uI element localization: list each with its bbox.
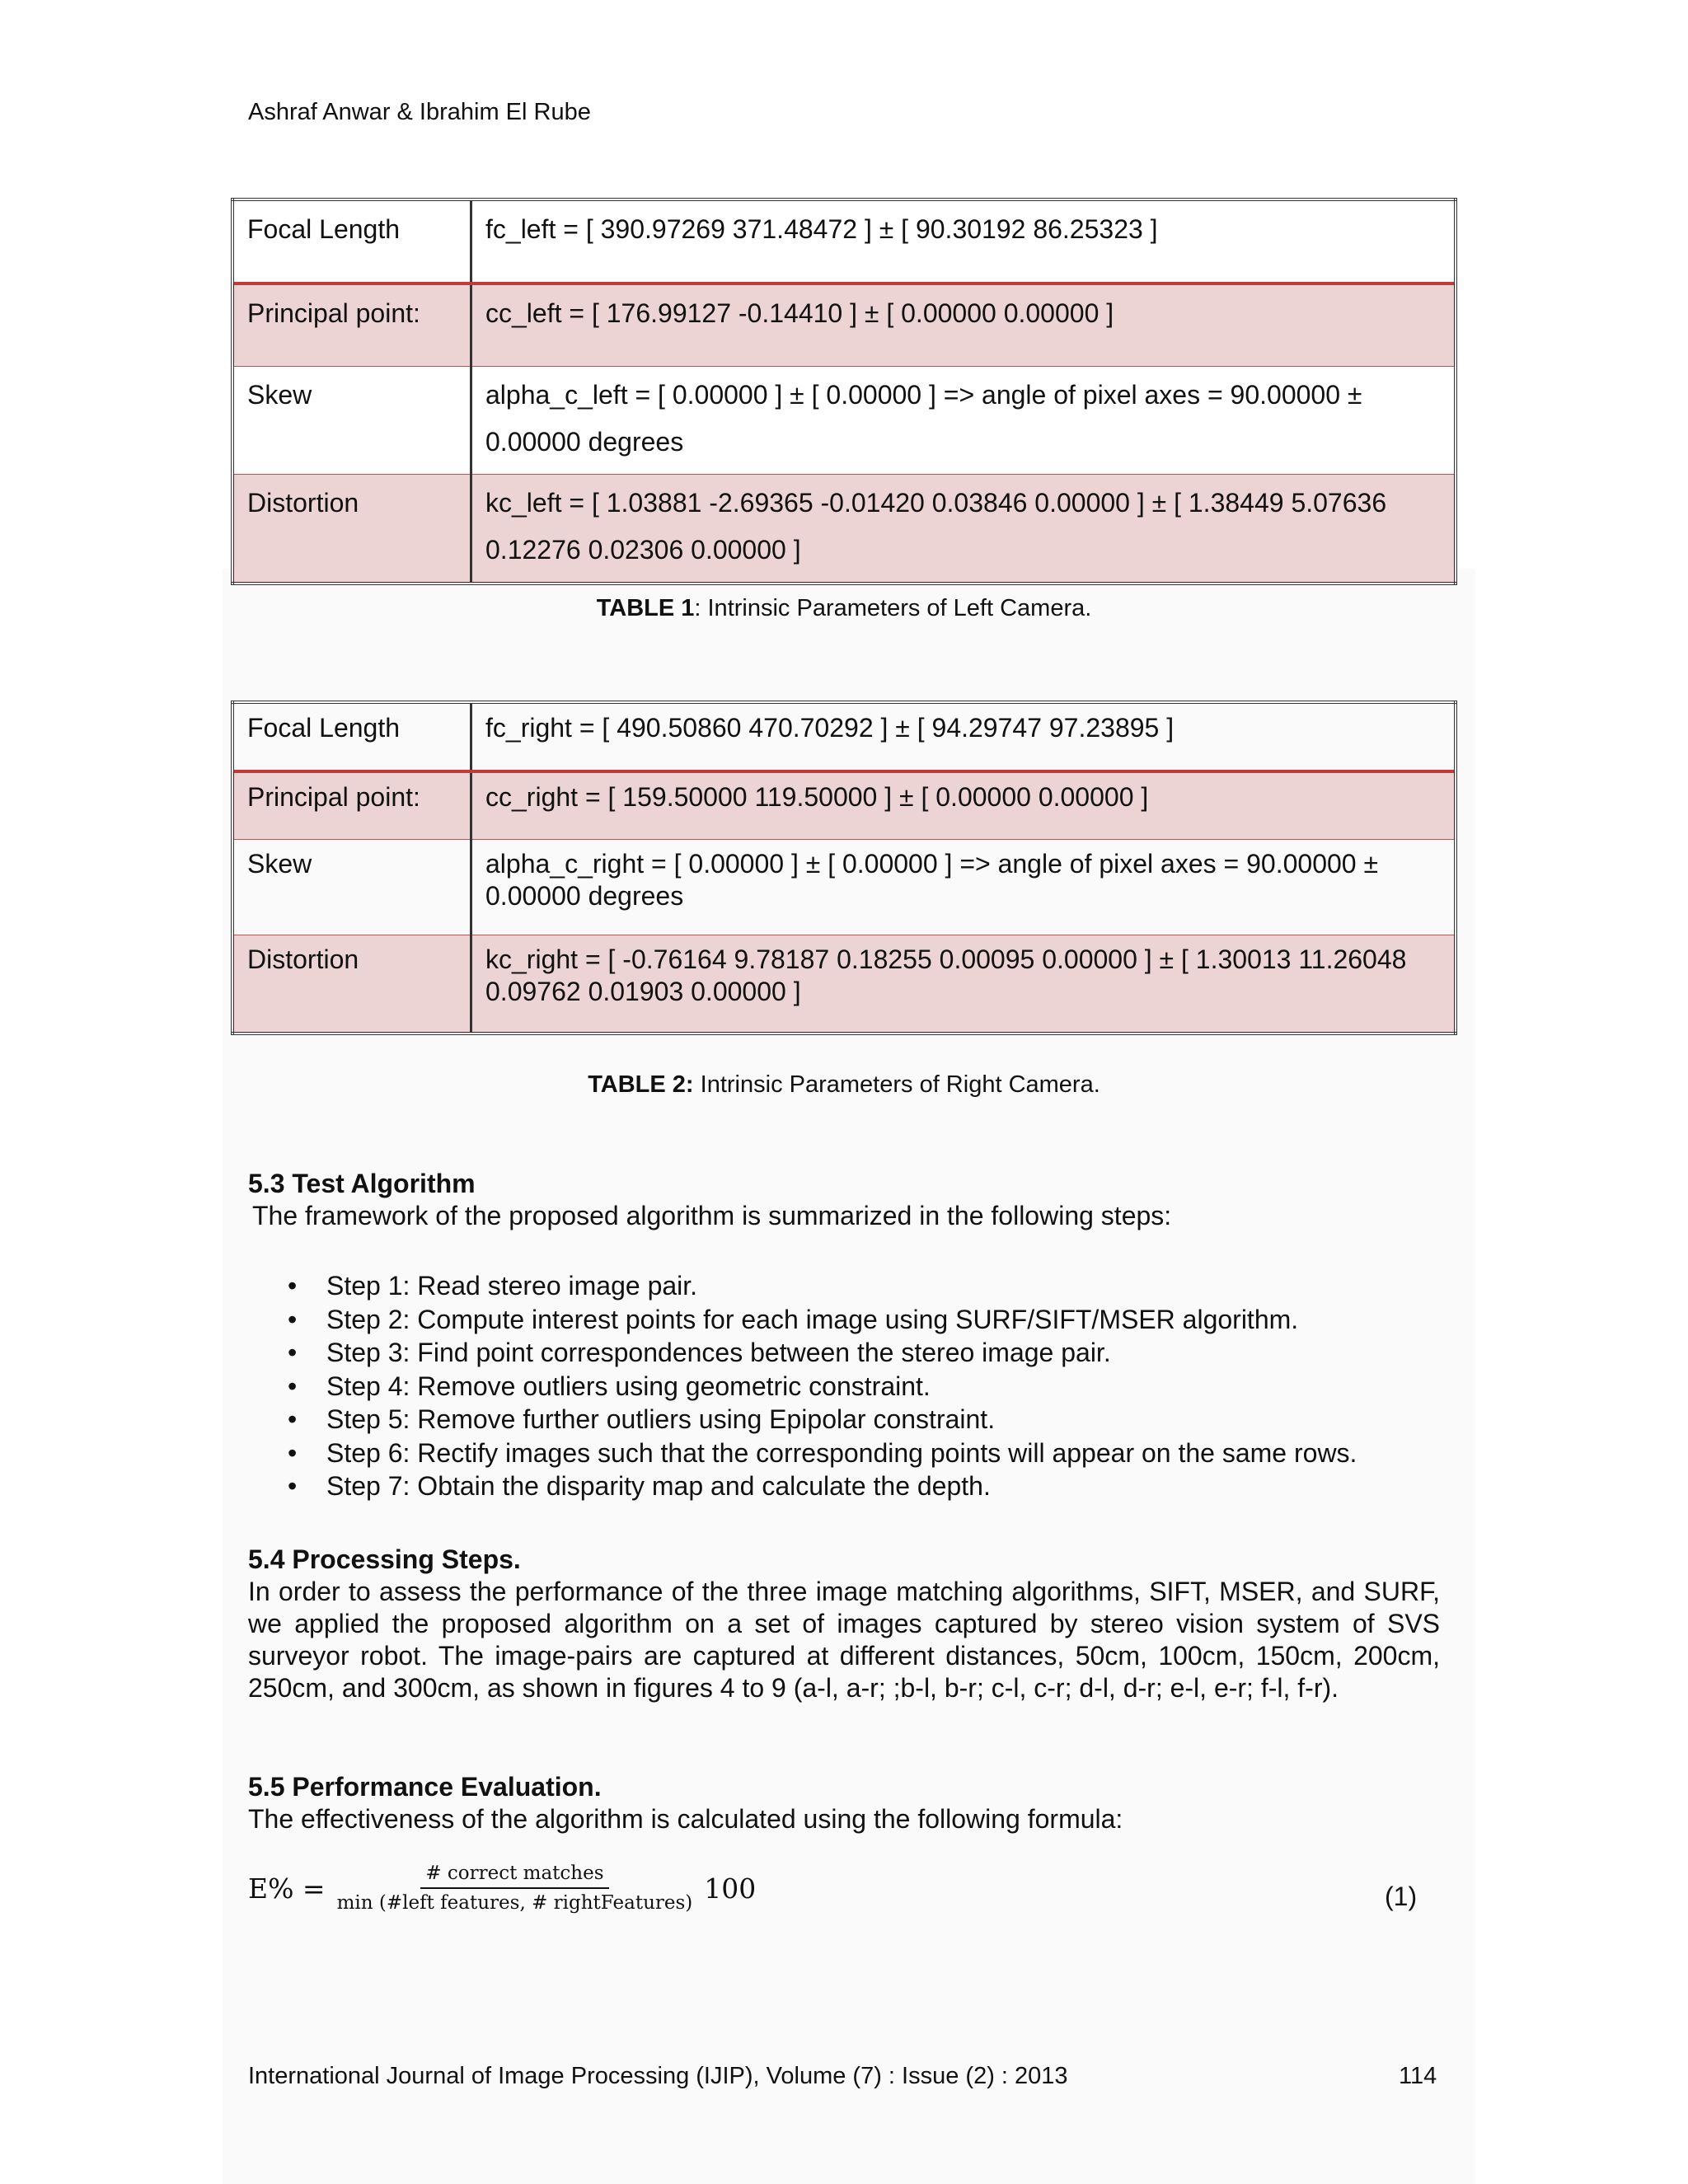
equation-number: (1) — [1385, 1882, 1418, 1911]
bullet-icon: • — [288, 1471, 298, 1501]
caption-label: TABLE 2: — [588, 1071, 694, 1098]
footer-journal: International Journal of Image Processing (IJIP), Volume (7) : Issue (2) : 2013 — [248, 2063, 1068, 2089]
list-item — [248, 1469, 1357, 1503]
formula-fraction — [332, 1863, 698, 1914]
table-row — [232, 839, 1456, 935]
row-value: fc_left = [ 390.97269 371.48472 ] ± [ 90.30192 86.25323 ] — [471, 199, 1456, 284]
step-text: Step 5: Remove further outliers using Epipolar constraint. — [326, 1404, 996, 1434]
row-value: kc_left = [ 1.03881 -2.69365 -0.01420 0.03846 0.00000 ] ± [ 1.38449 5.07636 0.12276 0.02306 0.00000 ] — [471, 474, 1456, 583]
table-row — [232, 771, 1456, 839]
page-number: 114 — [1399, 2063, 1437, 2089]
step-text: Step 2: Compute interest points for each image using SURF/SIFT/MSER algorithm. — [326, 1304, 1299, 1334]
row-value: cc_left = [ 176.99127 -0.14410 ] ± [ 0.00000 0.00000 ] — [471, 284, 1456, 366]
bullet-icon: • — [288, 1271, 298, 1301]
list-item — [248, 1436, 1357, 1470]
table-left-camera — [231, 198, 1457, 585]
bullet-icon: • — [288, 1437, 298, 1468]
row-label: Distortion — [232, 935, 471, 1033]
step-text: Step 6: Rectify images such that the corresponding points will appear on the same rows. — [326, 1437, 1357, 1468]
table-row — [232, 935, 1456, 1033]
step-text: Step 1: Read stereo image pair. — [326, 1271, 698, 1301]
row-value: alpha_c_right = [ 0.00000 ] ± [ 0.00000 ] => angle of pixel axes = 90.00000 ± 0.00000 degrees — [471, 839, 1456, 935]
row-value: alpha_c_left = [ 0.00000 ] ± [ 0.00000 ] => angle of pixel axes = 90.00000 ± 0.00000 degrees — [471, 366, 1456, 474]
bullet-icon: • — [288, 1371, 298, 1401]
formula-lhs: E% = — [248, 1872, 326, 1905]
table1-caption — [231, 595, 1457, 622]
bullet-icon: • — [288, 1404, 298, 1434]
section-5-3-heading: 5.3 Test Algorithm — [248, 1169, 476, 1198]
table-row — [232, 199, 1456, 284]
formula-denominator: min (#left features, # rightFeatures) — [336, 1892, 693, 1914]
table-row — [232, 474, 1456, 583]
section-5-5-body: The effectiveness of the algorithm is calculated using the following formula: — [248, 1804, 1123, 1834]
row-label: Distortion — [232, 474, 471, 583]
row-label: Principal point: — [232, 284, 471, 366]
step-text: Step 7: Obtain the disparity map and calculate the depth. — [326, 1471, 991, 1501]
algorithm-steps-list — [248, 1269, 1357, 1503]
step-text: Step 3: Find point correspondences between the stereo image pair. — [326, 1338, 1111, 1367]
row-label: Focal Length — [232, 199, 471, 284]
bullet-icon: • — [288, 1338, 298, 1367]
table-row — [232, 702, 1456, 771]
running-header: Ashraf Anwar & Ibrahim El Rube — [248, 99, 591, 125]
caption-text: : Intrinsic Parameters of Left Camera. — [694, 595, 1092, 621]
row-label: Focal Length — [232, 702, 471, 771]
row-label: Principal point: — [232, 771, 471, 839]
formula-numerator: # correct matches — [420, 1863, 608, 1889]
section-5-4-body: In order to assess the performance of the three image matching algorithms, SIFT, MSER, and SURF, we applied the proposed algorithm on a set of images captured by stereo vision system of SVS surveyor robot. The image-pairs are captured at different distances, 50cm, 100cm, 150cm, 200cm, 250cm, and 300cm, as shown in figures 4 to 9 (a-l, a-r; ;b-l, b-r; c-l, c-r; d-l, d-r; e-l, e-r; f-l, f-r). — [248, 1577, 1440, 1703]
row-value: cc_right = [ 159.50000 119.50000 ] ± [ 0.00000 0.00000 ] — [471, 771, 1456, 839]
list-item — [248, 1303, 1357, 1337]
section-5-4-heading: 5.4 Processing Steps. — [248, 1544, 521, 1574]
table-row — [232, 366, 1456, 474]
caption-label: TABLE 1 — [596, 595, 695, 621]
table2-caption — [231, 1071, 1457, 1099]
row-label: Skew — [232, 839, 471, 935]
list-item — [248, 1269, 1357, 1303]
effectiveness-formula — [248, 1863, 756, 1914]
section-5-3-intro: The framework of the proposed algorithm is summarized in the following steps: — [252, 1201, 1172, 1230]
row-value: kc_right = [ -0.76164 9.78187 0.18255 0.00095 0.00000 ] ± [ 1.30013 11.26048 0.09762 0.01903 0.00000 ] — [471, 935, 1456, 1033]
row-value: fc_right = [ 490.50860 470.70292 ] ± [ 94.29747 97.23895 ] — [471, 702, 1456, 771]
caption-text: Intrinsic Parameters of Right Camera. — [693, 1071, 1100, 1098]
list-item — [248, 1370, 1357, 1404]
table-right-camera — [231, 701, 1457, 1035]
list-item — [248, 1403, 1357, 1436]
section-5-5-heading: 5.5 Performance Evaluation. — [248, 1772, 602, 1802]
table-row — [232, 284, 1456, 366]
bullet-icon: • — [288, 1304, 298, 1334]
row-label: Skew — [232, 366, 471, 474]
step-text: Step 4: Remove outliers using geometric constraint. — [326, 1371, 931, 1401]
list-item — [248, 1336, 1357, 1370]
formula-factor: 100 — [704, 1872, 757, 1905]
